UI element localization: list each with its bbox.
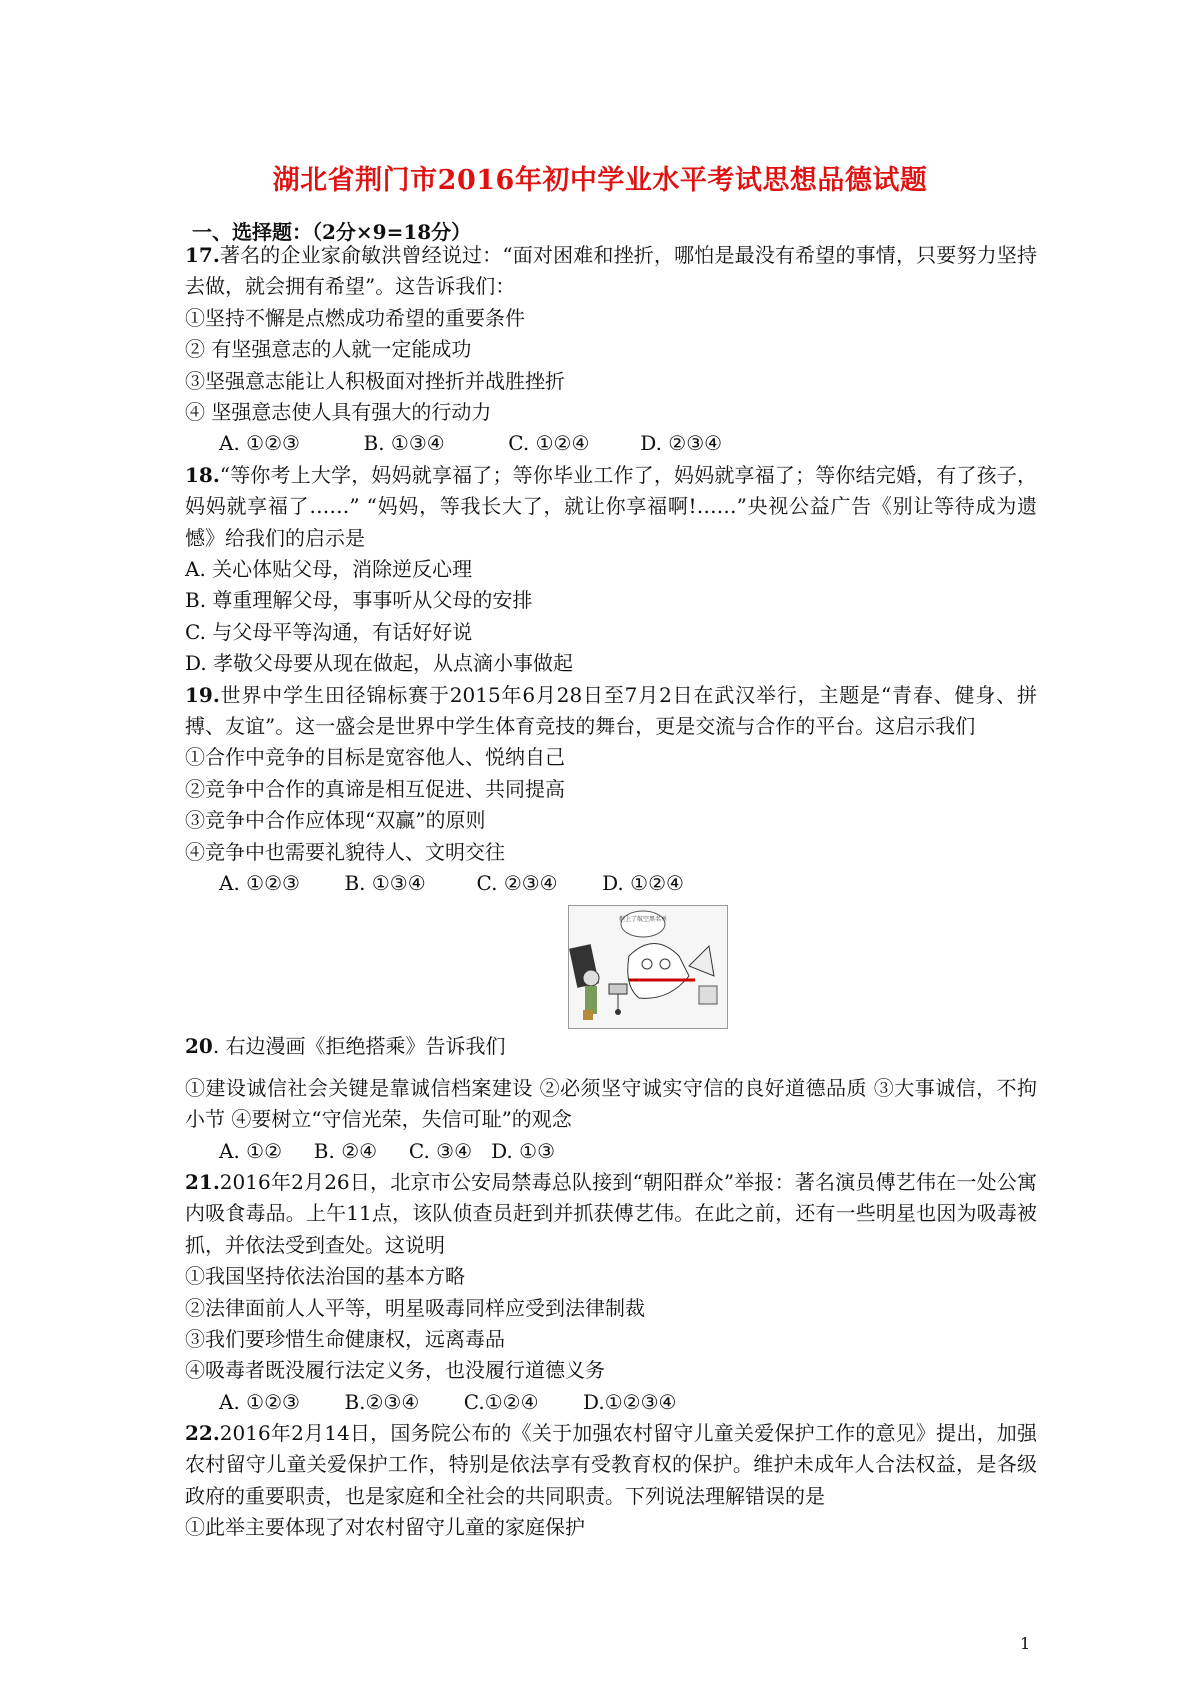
question-number: 19. xyxy=(185,682,220,707)
statement: ④竞争中也需要礼貌待人、文明交往 xyxy=(185,839,505,864)
statement: ③竞争中合作应体现“双赢”的原则 xyxy=(185,808,486,833)
answer-options: A. ①②③ B. ①③④ C. ②③④ D. ①②④ xyxy=(219,870,684,895)
statement: ②竞争中合作的真谛是相互促进、共同提高 xyxy=(185,776,565,801)
statement: ④ 坚强意志使人具有强大的行动力 xyxy=(185,399,492,424)
question-number: 22. xyxy=(185,1421,220,1446)
statement: ②法律面前人人平等，明星吸毒同样应受到法律制裁 xyxy=(185,1295,645,1320)
statement: ①坚持不懈是点燃成功希望的重要条件 xyxy=(185,305,525,330)
question-number: 21. xyxy=(185,1169,220,1194)
question-17 xyxy=(185,240,1037,303)
question-stem: 2016年2月26日，北京市公安局禁毒总队接到“朝阳群众”举报：著名演员傅艺伟在一处公寓内吸食毒品。上午11点，该队侦查员赶到并抓获傅艺伟。在此之前，还有一些明星也因为吸毒被抓，并依法受到查处。这说明 xyxy=(185,1169,1037,1257)
choice: C. 与父母平等沟通，有话好好说 xyxy=(185,619,473,644)
statement: ①合作中竞争的目标是宽容他人、悦纳自己 xyxy=(185,745,565,770)
question-stem: . 右边漫画《拒绝搭乘》告诉我们 xyxy=(212,1034,506,1059)
question-stem: 世界中学生田径锦标赛于2015年6月28日至7月2日在武汉举行，主题是“青春、健身、拼搏、友谊”。这一盛会是世界中学生体育竞技的舞台，更是交流与合作的平台。这启示我们 xyxy=(185,682,1037,738)
page-title: 湖北省荆门市2016年初中学业水平考试思想品德试题 xyxy=(272,165,928,196)
choice: A. 关心体贴父母，消除逆反心理 xyxy=(185,556,473,581)
choice: B. 尊重理解父母，事事听从父母的安排 xyxy=(185,588,533,613)
statement: ①此举主要体现了对农村留守儿童的家庭保护 xyxy=(185,1515,585,1540)
question-stem: 著名的企业家俞敏洪曾经说过：“面对困难和挫折，哪怕是最没有希望的事情，只要努力坚持去做，就会拥有希望”。这告诉我们： xyxy=(185,243,1037,299)
question-20 xyxy=(185,1031,1037,1062)
speech-bubble: 拒上了航空黑名单 xyxy=(618,916,668,924)
cartoon-image xyxy=(568,905,728,1029)
answer-options: A. ①②③ B. ①③④ C. ①②④ D. ②③④ xyxy=(219,431,723,456)
question-19 xyxy=(185,680,1037,743)
question-stem: “等你考上大学，妈妈就享福了；等你毕业工作了，妈妈就享福了；等你结完婚，有了孩子，妈妈就享福了……” “妈妈，等我长大了，就让你享福啊!……”央视公益广告《别让等待成为遗憾》给我们的启示是 xyxy=(185,462,1037,550)
question-number: 18. xyxy=(185,462,220,487)
page-number: 1 xyxy=(1020,1634,1031,1653)
statement: ③坚强意志能让人积极面对挫折并战胜挫折 xyxy=(185,368,565,393)
statements: ①建设诚信社会关键是靠诚信档案建设 ②必须坚守诚实守信的良好道德品质 ③大事诚信，不拘小节 ④要树立“守信光荣，失信可耻”的观念 xyxy=(185,1075,1037,1132)
statement: ①我国坚持依法治国的基本方略 xyxy=(185,1264,465,1289)
question-21 xyxy=(185,1167,1037,1261)
statement: ④吸毒者既没履行法定义务，也没履行道德义务 xyxy=(185,1358,605,1383)
answer-options: A. ①②③ B.②③④ C.①②④ D.①②③④ xyxy=(219,1389,677,1414)
section-heading: 一、选择题：（2分×9=18分） xyxy=(192,220,472,244)
cartoon-area xyxy=(185,899,1037,1031)
question-22 xyxy=(185,1418,1037,1512)
statement: ③我们要珍惜生命健康权，远离毒品 xyxy=(185,1326,505,1351)
question-stem: 2016年2月14日，国务院公布的《关于加强农村留守儿童关爱保护工作的意见》提出，加强农村留守儿童关爱保护工作，特别是依法享有受教育权的保护。维护未成年人合法权益，是各级政府的重要职责，也是家庭和全社会的共同职责。下列说法理解错误的是 xyxy=(185,1421,1037,1508)
statement: ② 有坚强意志的人就一定能成功 xyxy=(185,337,472,362)
questions xyxy=(185,240,1037,1544)
question-18 xyxy=(185,460,1037,554)
choice: D. 孝敬父母要从现在做起，从点滴小事做起 xyxy=(185,651,574,676)
question-number: 17. xyxy=(185,243,220,267)
question-number: 20 xyxy=(185,1034,213,1059)
answer-options: A. ①② B. ②④ C. ③④ D. ①③ xyxy=(219,1138,555,1163)
spacer xyxy=(185,1063,1037,1073)
